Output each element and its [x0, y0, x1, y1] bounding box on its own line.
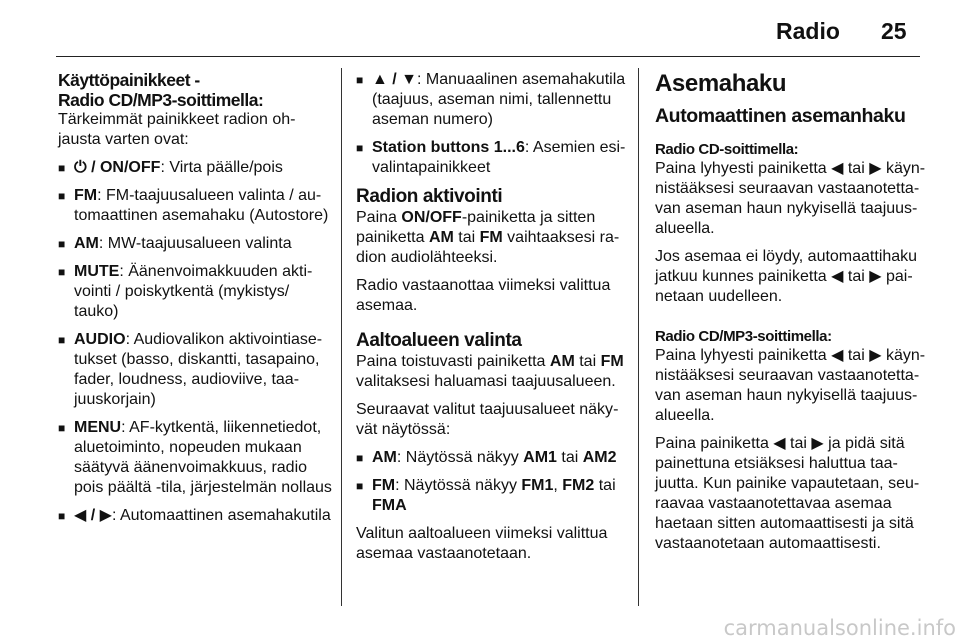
bullet-icon: ■ — [356, 479, 364, 493]
column-3 — [655, 70, 927, 562]
section-heading: Radio CD/MP3-soittimella: — [58, 90, 264, 110]
header-rule — [56, 56, 920, 57]
band-label: AM2 — [582, 449, 617, 466]
item-text: : Audiovalikon aktivointiasetukset (basso, diskantti, tasapaino, fader, loudness, audioviive, taajuuskorjain) — [74, 331, 323, 408]
text-run: Paina toistuvasti painiketta — [356, 353, 550, 370]
column-divider — [341, 68, 342, 606]
button-key: ◀ / ▶ — [74, 507, 112, 524]
section-heading: Radion aktivointi — [356, 186, 503, 207]
paragraph: Valitun aaltoalueen viimeksi valittua asemaa vastaanotetaan. — [356, 525, 608, 562]
section-heading: Aaltoalueen valinta — [356, 330, 522, 351]
text-run: Paina — [356, 209, 402, 226]
list-item — [58, 262, 332, 322]
band-label: FM2 — [562, 477, 595, 494]
bullet-icon: ■ — [58, 509, 66, 523]
bullet-icon: ■ — [356, 141, 364, 155]
bullet-icon: ■ — [58, 421, 66, 435]
bullet-icon: ■ — [58, 333, 66, 347]
button-key: ▲ / ▼ — [372, 71, 418, 88]
list-item — [356, 448, 628, 468]
text-run: tai — [594, 477, 616, 494]
button-key: FM — [479, 229, 503, 246]
button-key: AM — [549, 353, 575, 370]
list-item — [58, 506, 332, 526]
button-key: AM — [74, 235, 99, 252]
subsection-heading: Radio CD-soittimella: — [655, 141, 799, 158]
subsection-heading: Automaattinen asemanhaku — [655, 105, 906, 127]
page-number: 25 — [881, 18, 907, 44]
item-text: : Asemien esivalintapainikkeet — [372, 139, 626, 176]
text-run: : Näytössä näkyy — [395, 477, 522, 494]
paragraph: Seuraavat valitut taajuusalueet näkyvät näytössä: — [356, 401, 619, 438]
band-label: AM1 — [523, 449, 557, 466]
paragraph — [356, 352, 628, 392]
subsection-heading: Radio CD/MP3-soittimella: — [655, 328, 832, 345]
text-run: tai — [556, 449, 583, 466]
column-2 — [356, 70, 628, 572]
item-text: : MW-taajuusalueen valinta — [98, 235, 292, 252]
list-item — [58, 418, 332, 498]
section-heading: Asemahaku — [655, 70, 787, 97]
text-run: , — [553, 477, 563, 494]
list-item — [58, 330, 332, 410]
page-title: Radio — [776, 18, 840, 44]
item-text: : Automaattinen asemahakutila — [111, 507, 331, 524]
paragraph: Paina lyhyesti painiketta ◀ tai ▶ käynnistääksesi seuraavan vastaanotettavan aseman haun nykyisellä taajuusalueella. — [655, 347, 926, 424]
band-list — [356, 448, 628, 516]
spacer — [655, 315, 927, 327]
button-key: MENU — [74, 419, 122, 436]
list-item — [356, 138, 628, 178]
band-label: FMA — [372, 497, 407, 514]
list-item — [356, 70, 628, 130]
item-text: : AF-kytkentä, liikennetiedot, aluetoiminto, nopeuden mukaan säätyvä äänenvoimakkuus, radio pois päältä -tila, järjestelmän nollaus — [74, 419, 332, 496]
button-key: AM — [428, 229, 454, 246]
button-key: MUTE — [74, 263, 120, 280]
button-key: ⏻ / ON/OFF — [74, 159, 161, 176]
band-label: FM1 — [521, 477, 554, 494]
button-key: FM — [600, 353, 624, 370]
button-key: ON/OFF — [401, 209, 462, 226]
intro-text: Tärkeimmät painikkeet radion ohjausta varten ovat: — [58, 111, 296, 148]
paragraph: Radio vastaanottaa viimeksi valittua asemaa. — [356, 277, 611, 314]
list-item — [356, 476, 628, 516]
list-item — [58, 186, 332, 226]
list-item — [58, 158, 332, 178]
button-key: Station buttons 1...6 — [372, 139, 525, 156]
item-text: : Virta päälle/pois — [160, 159, 283, 176]
button-key: FM — [74, 187, 98, 204]
item-text: : FM-taajuusalueen valinta / automaattinen asemahaku (Autostore) — [74, 187, 329, 224]
bullet-icon: ■ — [356, 451, 364, 465]
paragraph: Jos asemaa ei löydy, automaattihaku jatkuu kunnes painiketta ◀ tai ▶ painetaan uudelleen. — [655, 248, 918, 305]
bullet-icon: ■ — [58, 189, 66, 203]
bullet-icon: ■ — [356, 73, 364, 87]
text-run: -painiketta ja sitten painiketta — [356, 209, 596, 246]
bullet-icon: ■ — [58, 237, 66, 251]
section-heading: Käyttöpainikkeet - — [58, 70, 200, 90]
paragraph: Paina painiketta ◀ tai ▶ ja pidä sitä painettuna etsiäksesi haluttua taajuutta. Kun painike vapautetaan, seuraavaa vastaanotettavaa asemaa haetaan sitten automaattisesti ja sitä vastaanotetaan automaattisesti. — [655, 435, 920, 552]
text-run: tai — [574, 353, 601, 370]
paragraph: Paina lyhyesti painiketta ◀ tai ▶ käynnistääksesi seuraavan vastaanotettavan aseman haun nykyisellä taajuusalueella. — [655, 160, 926, 237]
text-run: vaihtaaksesi radion audiolähteeksi. — [356, 229, 620, 266]
button-key: FM — [372, 477, 396, 494]
item-text: : Manuaalinen asemahakutila (taajuus, aseman nimi, tallennettu aseman numero) — [372, 71, 626, 128]
text-run: : Näytössä näkyy — [396, 449, 524, 466]
bullet-icon: ■ — [58, 265, 66, 279]
button-key: AUDIO — [74, 331, 126, 348]
list-item — [58, 234, 332, 254]
text-run: valitaksesi haluamasi taajuusalueen. — [356, 373, 616, 390]
button-list — [58, 158, 332, 526]
item-text: : Äänenvoimakkuuden aktivointi / poiskytkentä (mykistys/ tauko) — [74, 263, 313, 320]
bullet-icon: ■ — [58, 161, 66, 175]
column-divider — [638, 68, 639, 606]
button-list — [356, 70, 628, 178]
spacer — [655, 128, 927, 140]
paragraph — [356, 208, 628, 268]
button-key: AM — [372, 449, 397, 466]
column-1 — [58, 70, 332, 534]
text-run: tai — [453, 229, 480, 246]
watermark: carmanualsonline.info — [723, 616, 956, 640]
